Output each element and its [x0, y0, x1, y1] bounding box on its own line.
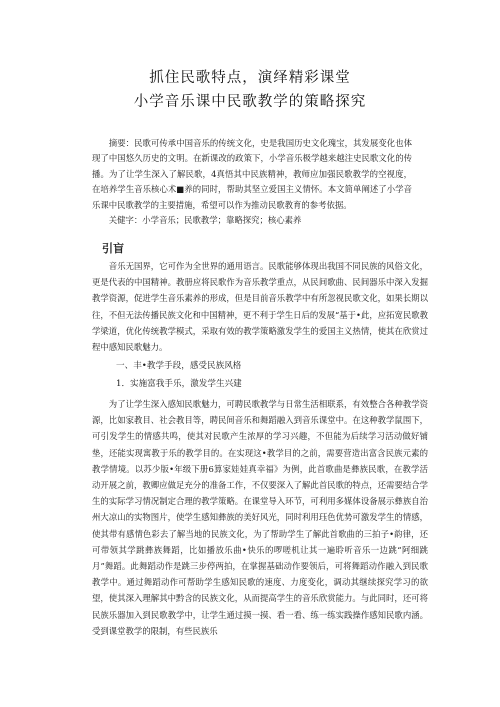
- document-subtitle: 小学音乐课中民歌教学的策略探究: [133, 94, 367, 110]
- subsection-heading: 1．实施富我手乐，激发学生兴建: [116, 379, 242, 389]
- intro-heading: 引盲: [102, 242, 124, 255]
- abstract-block: [92, 136, 412, 228]
- intro-paragraph: 音乐无国界，它可作为全世界的通用语言。民歌能够体现出我国不同民族的风俗文化，更是代表的中国精神。教册应将民歌作为音乐教学重点，从民间歌曲、民间器乐中深入发掘教学资源，促进学生音乐素养的形成，但是目前音乐教学中有所忽视民歌文化，如果长期以往，不但无法传播民族文化和中国精神，更不利于学生日后的发展“基于•此，应拓宽民歌教学梁道，优化传统教学模式，采取有效的教学策略激发学生的爱国主义热情，使其在欣赏过程中感知民歌魅力。: [92, 261, 428, 353]
- intro-body: [92, 258, 428, 355]
- section-body: [92, 396, 428, 639]
- section-paragraph: 为了让学生深入感知民歌魅力，可聘民歌教学与日常生活相联系，有效整合各种教学资源，比如家教目、社会教目等，聘民间音乐和舞蹈融入到音乐课堂中。在这种教学鼠围下，可引发学生的情感共鸣，使其对民歌产生浓厚的学习兴趣，不但能为后续学习活动做好铺垫，还能实现寓教于乐的教学目的。在实现这•教学目的之前，需要营造出富含民族元素的教学情境。以苏少版•年级下册6算家娃娃真幸福》为例，此首歌曲是彝族民歌，在教学活动开展之前，教卿应做足充分的准备工作，不仅要深入了解此首民歌的特点，还需要结合学生的实际学习情况制定合理的教学策略。在课堂导入环节，可利用多媒体设备展示彝族自治州大凉山的实物图片，使学生感知彝族的美好风光，同时利用珏色优势可激发学生的情感，使其带有感情色彩去了解当地的民族文化，为了帮助学生了解此首歌曲的三拍子•韵律，还可带领其学跳彝族舞蹈，比如播放乐曲•快乐的啰嗟机让其一遍聆听音乐一边跳“阿细跳月”舞蹈。此舞蹈动作是跳三步停两拍，在掌握基础动作要领后，可将舞蹈动作融入到民歌教学中。通过舞蹈动作可帮助学生感知民歌的速度、力度变化，调动其继续探究学习的欲望，使其深入理解其中黔含的民族文化，从而提高学生的音乐欣赏能力。与此同时，还可将民族乐器加入到民歌教学中，让学生通过摸一摸、看一看、练一练实践操作感知民歌内涵。受到课堂教学的限制，有些民族乐: [92, 399, 428, 636]
- keywords-line: 关健字：小学音乐；民歌教学；靠略探究；核心素养: [108, 215, 302, 226]
- abstract-text: 摘要：民歌可传承中国音乐的传统文化，史是我国历史文化瑰宝，其发展变化也体现了中国悠久历史的文明。在新课改的政策下，小学音乐极学越来越注史民歌文化的传播。为了让学生深入了解民歌，4真悟其中民族精神，教师应加强民歌教学的空视度，在培养学生音乐核心术■养的同时，帮助其坚立爱国主义情怀。本文简单阐述了小学音乐课中民歌教学的主要措施，希望可以作为推动民歌教育的参考依据。: [92, 138, 412, 210]
- document-title: 抓住民歌特点，演绎精彩课堂: [149, 70, 351, 86]
- section-heading: 一、丰•教学手段，感受民族风格: [116, 361, 242, 371]
